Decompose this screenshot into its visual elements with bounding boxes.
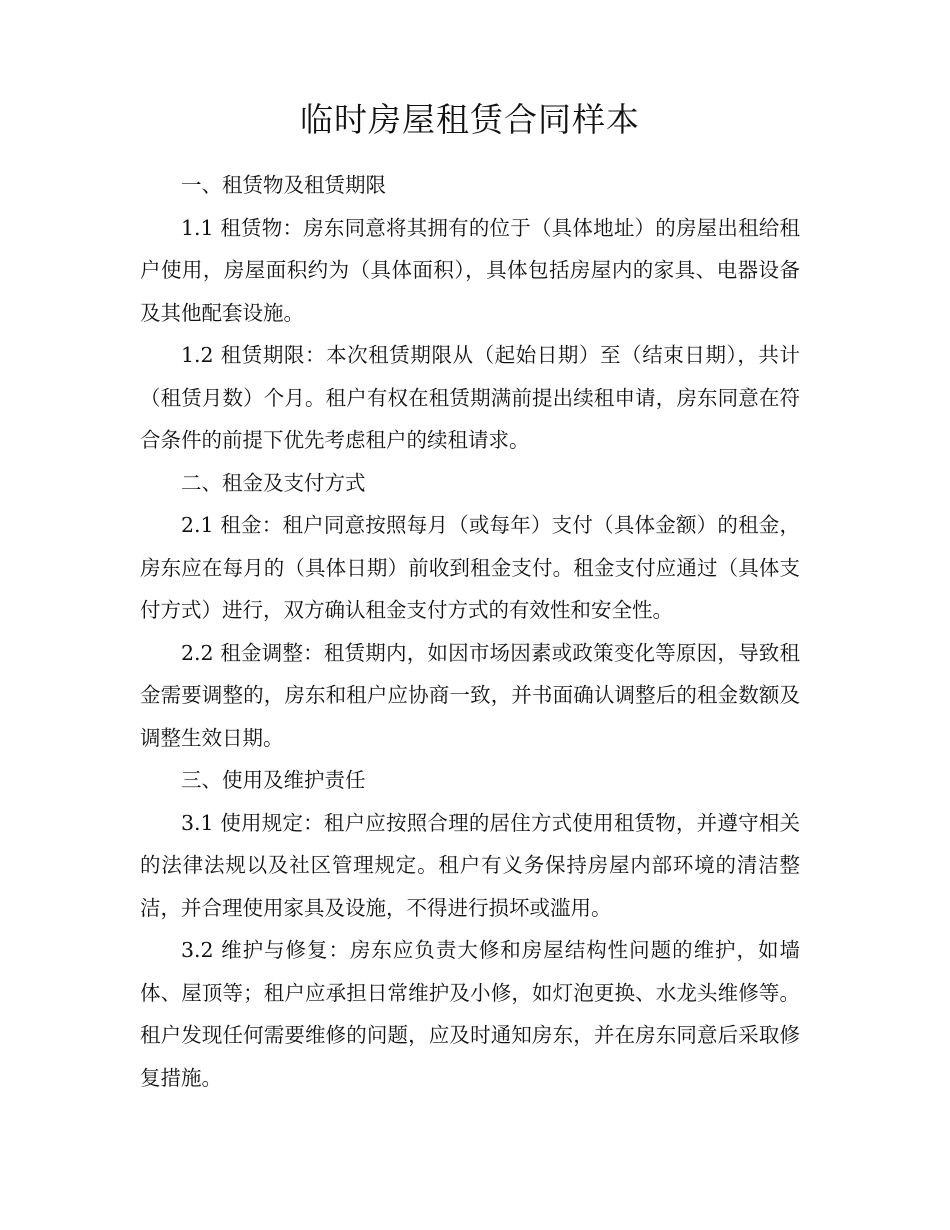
clause-paragraph: 2.2 租金调整：租赁期内，如因市场因素或政策变化等原因，导致租金需要调整的，房东和租户应协商一致，并书面确认调整后的租金数额及调整生效日期。 <box>140 640 800 750</box>
clause-paragraph: 1.1 租赁物：房东同意将其拥有的位于（具体地址）的房屋出租给租户使用，房屋面积约为（具体面积），具体包括房屋内的家具、电器设备及其他配套设施。 <box>140 215 800 325</box>
section-heading: 一、租赁物及租赁期限 <box>181 173 386 197</box>
clause-paragraph: 1.2 租赁期限：本次租赁期限从（起始日期）至（结束日期），共计（租赁月数）个月。租户有权在租赁期满前提出续租申请，房东同意在符合条件的前提下优先考虑租户的续租请求。 <box>140 343 800 452</box>
clause-paragraph: 3.2 维护与修复：房东应负责大修和房屋结构性问题的维护，如墙体、屋顶等；租户应承担日常维护及小修，如灯泡更换、水龙头维修等。租户发现任何需要维修的问题，应及时通知房东，并在房东同意后采取修复措施。 <box>140 938 800 1090</box>
section-heading: 二、租金及支付方式 <box>181 470 366 495</box>
section-heading: 三、使用及维护责任 <box>181 768 366 792</box>
section-2 <box>140 462 800 760</box>
clause-paragraph: 2.1 租金：租户同意按照每月（或每年）支付（具体金额）的租金，房东应在每月的（具体日期）前收到租金支付。租金支付应通过（具体支付方式）进行，双方确认租金支付方式的有效性和安全性。 <box>140 513 800 622</box>
clause-paragraph: 3.1 使用规定：租户应按照合理的居住方式使用租赁物，并遵守相关的法律法规以及社区管理规定。租户有义务保持房屋内部环境的清洁整洁，并合理使用家具及设施，不得进行损坏或滥用。 <box>140 810 800 920</box>
document-title: 临时房屋租赁合同样本 <box>300 100 640 139</box>
document-page <box>140 96 800 1099</box>
section-1 <box>140 164 800 462</box>
section-3 <box>140 759 800 1099</box>
